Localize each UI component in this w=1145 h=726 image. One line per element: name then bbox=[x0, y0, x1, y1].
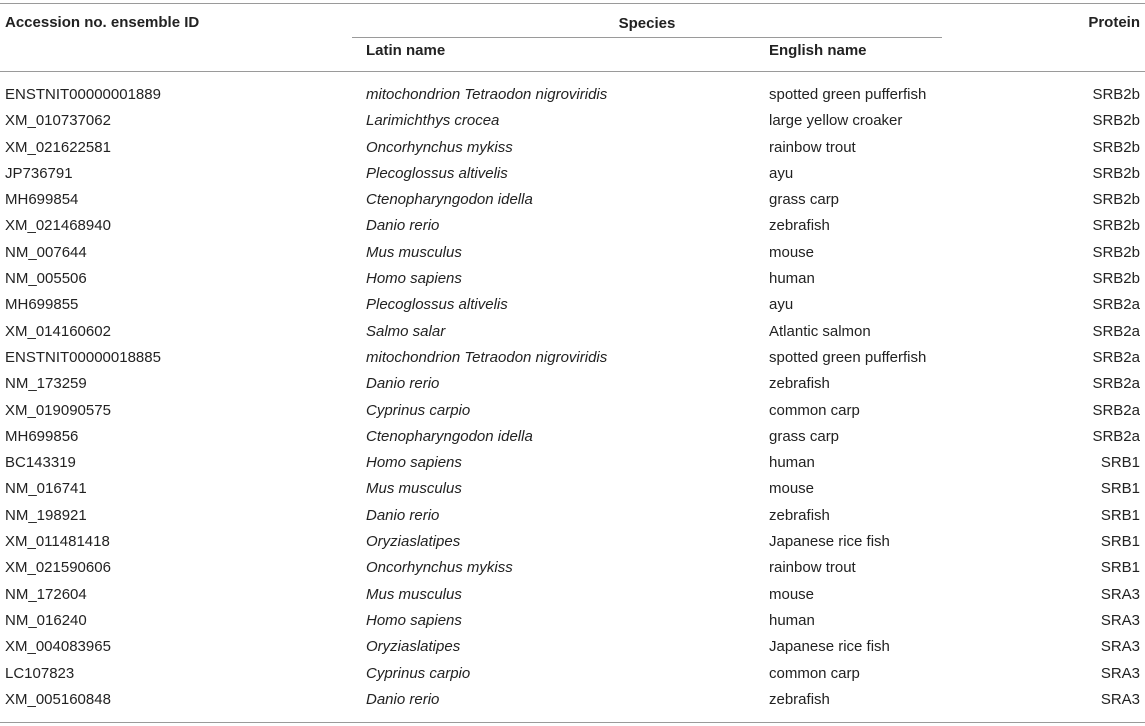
english-name-cell: human bbox=[769, 611, 815, 629]
table-row bbox=[0, 503, 1145, 529]
protein-cell: SRA3 bbox=[1100, 611, 1140, 629]
accession-cell: NM_173259 bbox=[5, 375, 87, 393]
table-row bbox=[0, 476, 1145, 502]
table-row bbox=[0, 292, 1145, 318]
english-name-cell: zebrafish bbox=[769, 217, 830, 235]
accession-cell: XM_004083965 bbox=[5, 638, 111, 656]
table-row bbox=[0, 213, 1145, 239]
latin-name-cell: Danio rerio bbox=[366, 690, 440, 708]
table-row bbox=[0, 687, 1145, 713]
accession-cell: NM_005506 bbox=[5, 270, 87, 288]
accession-cell: BC143319 bbox=[5, 454, 76, 472]
header-bottom-rule bbox=[0, 71, 1145, 72]
header-english-name: English name bbox=[769, 42, 867, 59]
latin-name-cell: mitochondrion Tetraodon nigroviridis bbox=[366, 86, 608, 103]
english-name-cell: common carp bbox=[769, 401, 860, 419]
english-name-cell: ayu bbox=[769, 296, 794, 314]
latin-name-cell: Ctenopharyngodon idella bbox=[366, 191, 533, 209]
protein-cell: SRA3 bbox=[1100, 664, 1140, 682]
english-name-cell: spotted green pufferfish bbox=[769, 348, 927, 366]
protein-cell: SRB2a bbox=[1092, 375, 1140, 393]
english-name-cell: zebrafish bbox=[769, 375, 830, 393]
protein-cell: SRB2b bbox=[1092, 217, 1140, 235]
english-name-cell: ayu bbox=[769, 164, 794, 182]
latin-name-cell: Cyprinus carpio bbox=[366, 401, 471, 419]
header-protein: Protein bbox=[1088, 14, 1140, 31]
accession-cell: NM_016741 bbox=[5, 480, 87, 498]
header-latin-name: Latin name bbox=[366, 42, 446, 59]
latin-name-cell: Plecoglossus altivelis bbox=[366, 296, 508, 314]
table-row bbox=[0, 608, 1145, 634]
accession-cell: LC107823 bbox=[5, 664, 75, 682]
table-row bbox=[0, 345, 1145, 371]
protein-cell: SRB2a bbox=[1092, 348, 1140, 366]
protein-cell: SRB2b bbox=[1092, 112, 1140, 130]
table-row bbox=[0, 661, 1145, 687]
table-row bbox=[0, 634, 1145, 660]
english-name-cell: grass carp bbox=[769, 191, 840, 209]
accession-cell: XM_011481418 bbox=[5, 533, 110, 551]
accession-cell: XM_021468940 bbox=[5, 217, 111, 235]
latin-name-cell: Danio rerio bbox=[366, 217, 440, 235]
english-name-cell: rainbow trout bbox=[769, 559, 856, 577]
protein-cell: SRB1 bbox=[1100, 480, 1140, 498]
latin-name-cell: Larimichthys crocea bbox=[366, 112, 500, 130]
protein-cell: SRB2a bbox=[1092, 401, 1140, 419]
table-row bbox=[0, 266, 1145, 292]
protein-cell: SRB1 bbox=[1100, 506, 1140, 524]
latin-name-cell: Mus musculus bbox=[366, 480, 462, 498]
table-top-rule bbox=[0, 3, 1145, 4]
protein-cell: SRB2a bbox=[1092, 296, 1140, 314]
latin-name-cell: mitochondrion Tetraodon nigroviridis bbox=[366, 348, 608, 366]
accession-cell: ENSTNIT00000018885 bbox=[5, 348, 161, 366]
protein-cell: SRB1 bbox=[1100, 454, 1140, 472]
accession-cell: XM_021622581 bbox=[5, 138, 111, 156]
english-name-cell: zebrafish bbox=[769, 506, 830, 524]
header-species: Species bbox=[618, 15, 676, 32]
table-row bbox=[0, 240, 1145, 266]
table-row bbox=[0, 582, 1145, 608]
header-accession: Accession no. ensemble ID bbox=[5, 14, 200, 31]
latin-name-cell: Homo sapiens bbox=[366, 611, 462, 629]
protein-cell: SRB2b bbox=[1092, 270, 1140, 288]
latin-name-cell: Homo sapiens bbox=[366, 454, 462, 472]
protein-cell: SRB1 bbox=[1100, 533, 1140, 551]
english-name-cell: common carp bbox=[769, 664, 860, 682]
table-row bbox=[0, 108, 1145, 134]
table-row bbox=[0, 424, 1145, 450]
accession-cell: MH699855 bbox=[5, 296, 79, 314]
latin-name-cell: Oncorhynchus mykiss bbox=[366, 138, 513, 156]
english-name-cell: human bbox=[769, 454, 815, 472]
accession-cell: MH699856 bbox=[5, 427, 79, 445]
english-name-cell: mouse bbox=[769, 585, 815, 603]
accession-cell: XM_019090575 bbox=[5, 401, 111, 419]
accession-cell: XM_021590606 bbox=[5, 559, 111, 577]
accession-cell: NM_007644 bbox=[5, 243, 87, 261]
protein-cell: SRB2a bbox=[1092, 322, 1140, 340]
protein-cell: SRB2b bbox=[1092, 164, 1140, 182]
english-name-cell: Japanese rice fish bbox=[769, 533, 890, 551]
english-name-cell: Japanese rice fish bbox=[769, 638, 890, 656]
english-name-cell: rainbow trout bbox=[769, 138, 856, 156]
protein-cell: SRA3 bbox=[1100, 585, 1140, 603]
table-row bbox=[0, 529, 1145, 555]
latin-name-cell: Salmo salar bbox=[366, 322, 446, 340]
protein-cell: SRA3 bbox=[1100, 690, 1140, 708]
accession-cell: XM_010737062 bbox=[5, 112, 111, 130]
protein-cell: SRB2b bbox=[1092, 138, 1140, 156]
table-row bbox=[0, 398, 1145, 424]
english-name-cell: human bbox=[769, 270, 815, 288]
protein-cell: SRA3 bbox=[1100, 638, 1140, 656]
latin-name-cell: Plecoglossus altivelis bbox=[366, 164, 508, 182]
english-name-cell: spotted green pufferfish bbox=[769, 86, 927, 103]
english-name-cell: grass carp bbox=[769, 427, 840, 445]
table-body bbox=[0, 82, 1145, 713]
latin-name-cell: Cyprinus carpio bbox=[366, 664, 471, 682]
table-row bbox=[0, 161, 1145, 187]
accession-cell: MH699854 bbox=[5, 191, 79, 209]
latin-name-cell: Ctenopharyngodon idella bbox=[366, 427, 533, 445]
accession-cell: NM_016240 bbox=[5, 611, 87, 629]
english-name-cell: zebrafish bbox=[769, 690, 830, 708]
table-row bbox=[0, 555, 1145, 581]
english-name-cell: Atlantic salmon bbox=[769, 322, 871, 340]
table-row bbox=[0, 82, 1145, 108]
latin-name-cell: Oncorhynchus mykiss bbox=[366, 559, 513, 577]
latin-name-cell: Mus musculus bbox=[366, 585, 462, 603]
latin-name-cell: Homo sapiens bbox=[366, 270, 462, 288]
table-row bbox=[0, 319, 1145, 345]
table-row bbox=[0, 450, 1145, 476]
protein-cell: SRB2b bbox=[1092, 243, 1140, 261]
accession-cell: ENSTNIT00000001889 bbox=[5, 86, 161, 103]
protein-cell: SRB1 bbox=[1100, 559, 1140, 577]
accession-cell: NM_198921 bbox=[5, 506, 87, 524]
accession-cell: NM_172604 bbox=[5, 585, 87, 603]
protein-cell: SRB2b bbox=[1092, 191, 1140, 209]
english-name-cell: mouse bbox=[769, 480, 815, 498]
accession-cell: JP736791 bbox=[5, 164, 73, 182]
latin-name-cell: Danio rerio bbox=[366, 506, 440, 524]
latin-name-cell: Danio rerio bbox=[366, 375, 440, 393]
latin-name-cell: Oryziaslatipes bbox=[366, 638, 461, 656]
latin-name-cell: Oryziaslatipes bbox=[366, 533, 461, 551]
latin-name-cell: Mus musculus bbox=[366, 243, 462, 261]
table-row bbox=[0, 135, 1145, 161]
table-bottom-rule bbox=[0, 722, 1145, 723]
english-name-cell: mouse bbox=[769, 243, 815, 261]
species-group-rule bbox=[352, 37, 942, 38]
english-name-cell: large yellow croaker bbox=[769, 112, 903, 130]
accession-cell: XM_014160602 bbox=[5, 322, 111, 340]
protein-cell: SRB2b bbox=[1092, 86, 1140, 103]
table-row bbox=[0, 187, 1145, 213]
table-row bbox=[0, 371, 1145, 397]
protein-cell: SRB2a bbox=[1092, 427, 1140, 445]
accession-cell: XM_005160848 bbox=[5, 690, 111, 708]
